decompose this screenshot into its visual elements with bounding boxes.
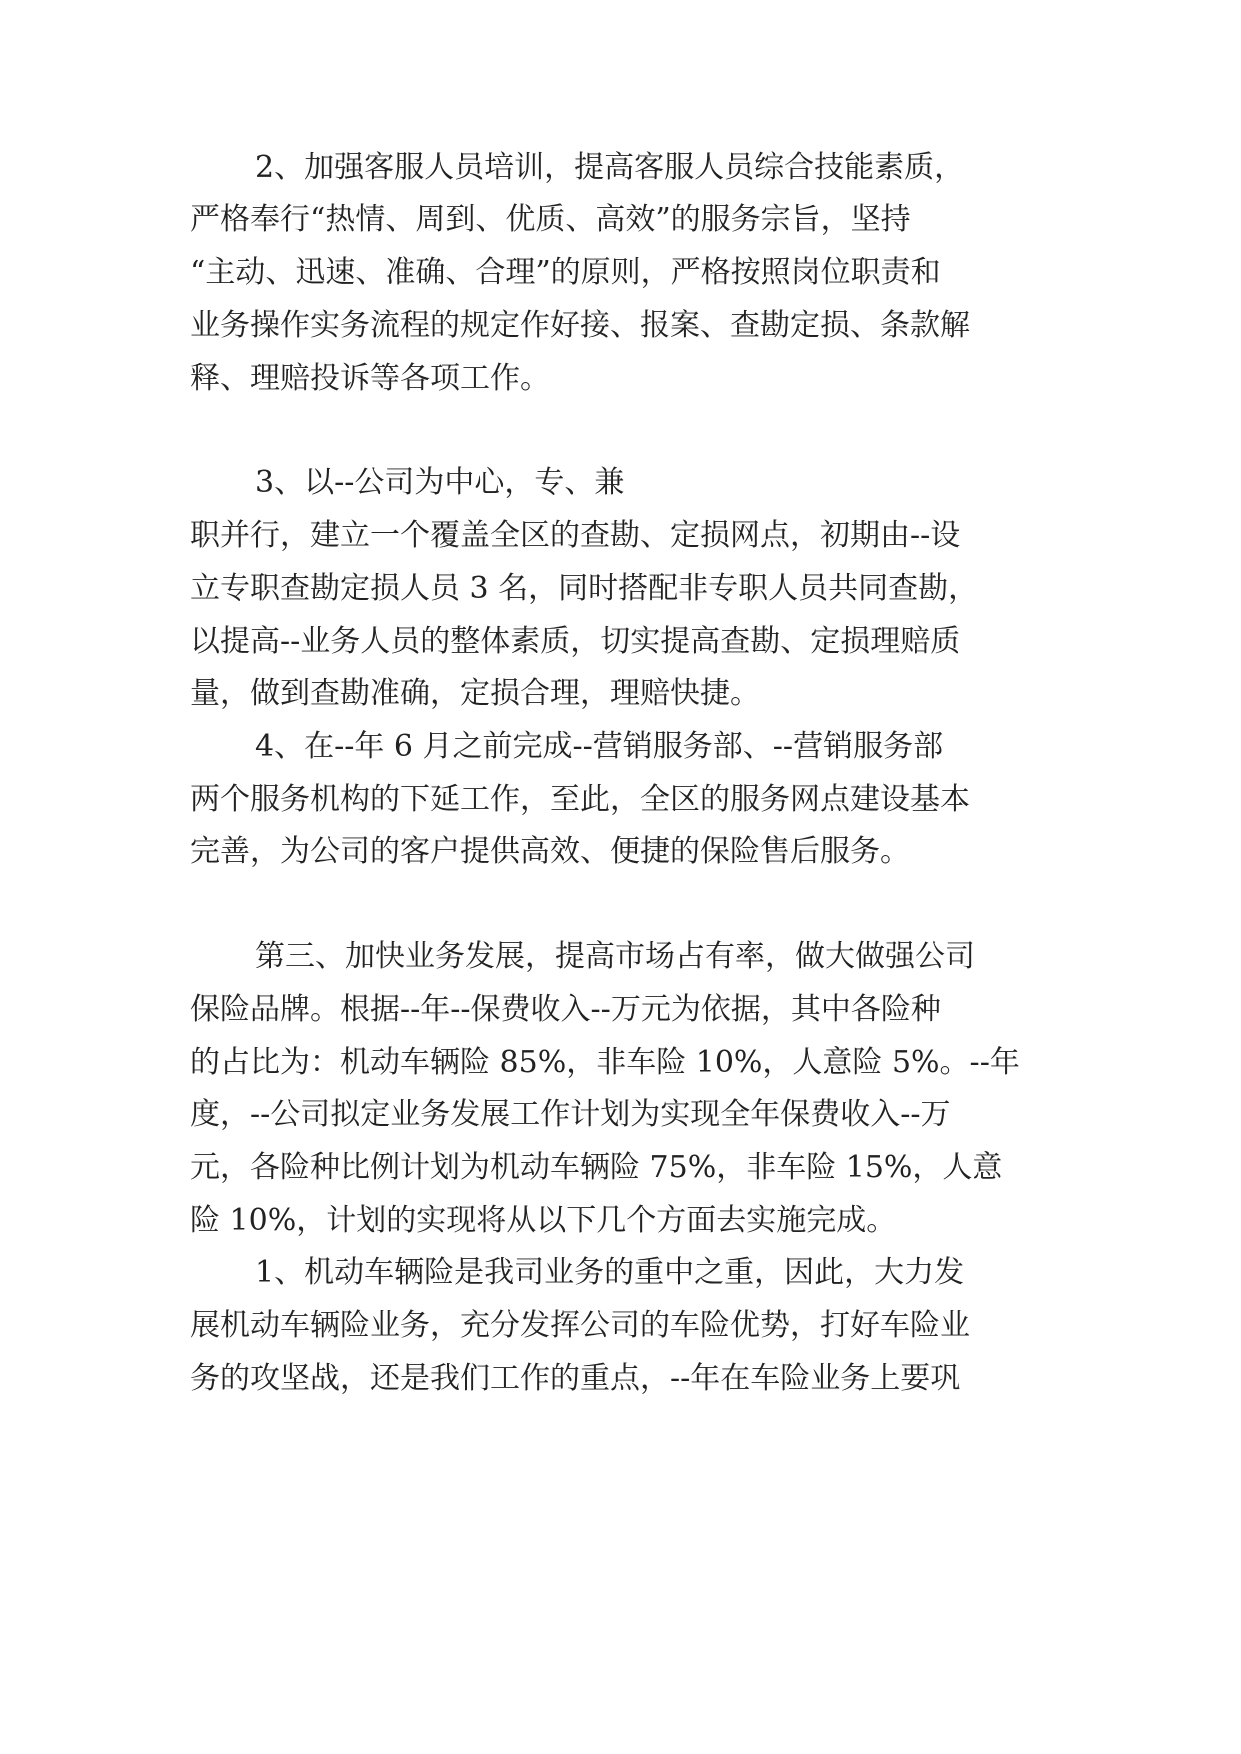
text-line: 展机动车辆险业务，充分发挥公司的车险优势，打好车险业 [190, 1308, 970, 1343]
text-line: 以提高--业务人员的整体素质，切实提高查勘、定损理赔质 [190, 624, 961, 659]
text-line: “主动、迅速、准确、合理”的原则，严格按照岗位职责和 [190, 255, 941, 290]
text-line: 度，--公司拟定业务发展工作计划为实现全年保费收入--万 [190, 1097, 951, 1132]
text-line: 职并行，建立一个覆盖全区的查勘、定损网点，初期由--设 [190, 518, 961, 553]
text-line: 业务操作实务流程的规定作好接、报案、查勘定损、条款解 [190, 308, 970, 343]
text-line: 立专职查勘定损人员 3 名，同时搭配非专职人员共同查勘， [190, 571, 979, 606]
text-line: 严格奉行“热情、周到、优质、高效”的服务宗旨，坚持 [190, 202, 911, 237]
text-line: 量，做到查勘准确，定损合理，理赔快捷。 [190, 676, 760, 711]
text-line: 的占比为：机动车辆险 85%，非车险 10%，人意险 5%。--年 [190, 1045, 1020, 1080]
text-line: 释、理赔投诉等各项工作。 [190, 361, 550, 396]
text-line: 1、机动车辆险是我司业务的重中之重，因此，大力发 [255, 1255, 965, 1290]
text-line: 务的攻坚战，还是我们工作的重点，--年在车险业务上要巩 [190, 1361, 961, 1396]
text-line: 3、以--公司为中心，专、兼 [255, 465, 625, 500]
text-line: 险 10%，计划的实现将从以下几个方面去实施完成。 [190, 1203, 897, 1238]
text-line: 4、在--年 6 月之前完成--营销服务部、--营销服务部 [255, 729, 944, 764]
text-line: 完善，为公司的客户提供高效、便捷的保险售后服务。 [190, 834, 910, 869]
text-line: 第三、加快业务发展，提高市场占有率，做大做强公司 [255, 939, 975, 974]
text-line: 元，各险种比例计划为机动车辆险 75%，非车险 15%，人意 [190, 1150, 1003, 1185]
text-line: 两个服务机构的下延工作，至此，全区的服务网点建设基本 [190, 782, 970, 817]
text-line: 保险品牌。根据--年--保费收入--万元为依据，其中各险种 [190, 992, 941, 1027]
text-line: 2、加强客服人员培训，提高客服人员综合技能素质， [255, 150, 965, 185]
